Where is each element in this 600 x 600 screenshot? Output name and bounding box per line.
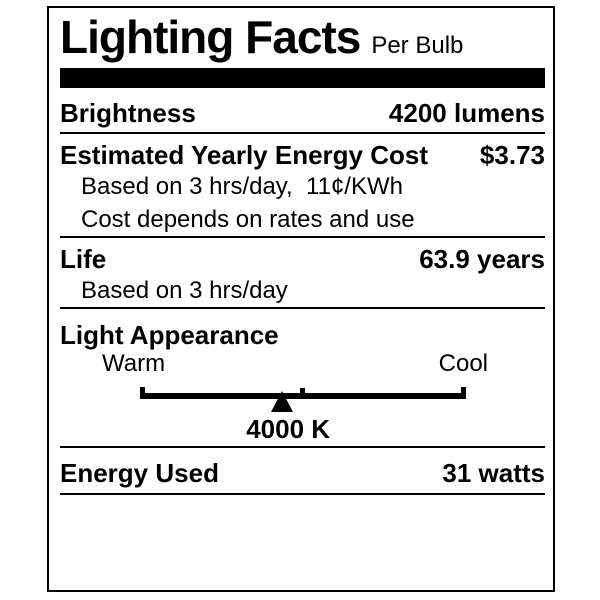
energy-used-value: 31 watts bbox=[442, 458, 545, 488]
life-row bbox=[60, 244, 545, 274]
energy-cost-label: Estimated Yearly Energy Cost bbox=[60, 140, 429, 170]
brightness-row bbox=[60, 88, 545, 134]
light-appearance-label: Light Appearance bbox=[60, 320, 279, 350]
energy-used-label: Energy Used bbox=[60, 458, 219, 488]
slider-tick-right bbox=[461, 387, 466, 399]
life-value: 63.9 years bbox=[419, 244, 545, 274]
energy-cost-section bbox=[60, 134, 545, 238]
slider-tick-middle bbox=[300, 388, 305, 399]
header-separator-bar bbox=[60, 68, 545, 88]
energy-cost-note-1: Based on 3 hrs/day, 11¢/KWh bbox=[81, 173, 403, 200]
lighting-facts-label bbox=[47, 6, 555, 592]
color-temp-marker-icon bbox=[271, 391, 293, 412]
energy-used-row bbox=[60, 448, 545, 495]
cool-label: Cool bbox=[438, 350, 488, 377]
label-title: Lighting Facts bbox=[60, 11, 361, 63]
light-appearance-section bbox=[60, 309, 545, 448]
energy-cost-row bbox=[60, 140, 545, 170]
life-label: Life bbox=[60, 244, 107, 274]
life-section bbox=[60, 238, 545, 309]
energy-cost-value: $3.73 bbox=[479, 140, 545, 170]
brightness-value: 4200 lumens bbox=[388, 98, 545, 128]
life-note-1: Based on 3 hrs/day bbox=[81, 277, 288, 304]
label-per-unit: Per Bulb bbox=[371, 32, 464, 59]
color-temp-slider bbox=[60, 377, 545, 443]
color-temp-value: 4000 K bbox=[246, 414, 331, 444]
warm-label: Warm bbox=[102, 350, 166, 377]
warm-cool-row bbox=[60, 351, 545, 377]
energy-cost-note-2: Cost depends on rates and use bbox=[81, 206, 415, 233]
brightness-label: Brightness bbox=[60, 98, 196, 128]
label-header bbox=[60, 8, 545, 68]
